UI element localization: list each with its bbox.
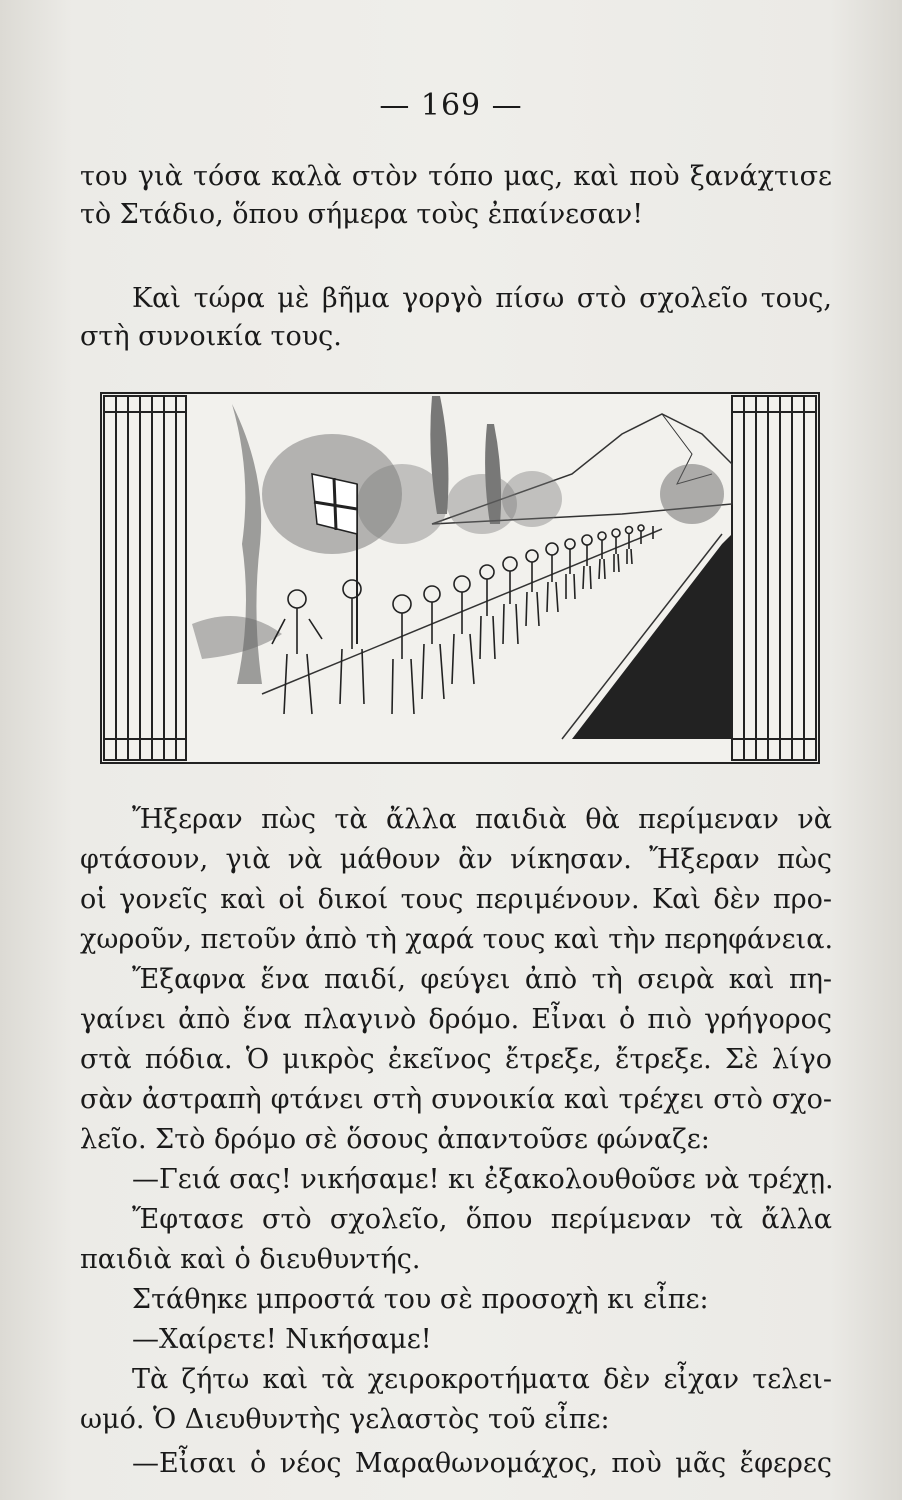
text-line: —Γειά σας! νικήσαμε! κι ἐξακολουθοῦσε νὰ τρέχῃ. [132,1164,834,1195]
text-line: Ἔφτασε στὸ σχολεῖο, ὅπου περίμεναν τὰ ἄλλα [132,1204,832,1235]
text-line: λεῖο. Στὸ δρόμο σὲ ὅσους ἀπαντοῦσε φώναζε: [80,1124,710,1155]
marching-children-illustration-icon [102,394,818,762]
page-number: — 169 — [379,88,523,123]
text-line: ωμό. Ὁ Διευθυντὴς γελαστὸς τοῦ εἶπε: [80,1404,610,1435]
text-line: Τὰ ζήτω καὶ τὰ χειροκροτήματα δὲν εἶχαν τελει- [132,1364,832,1395]
text-line: φτάσουν, γιὰ νὰ μάθουν ἂν νίκησαν. Ἤξεραν πὼς [80,844,832,875]
text-line: τὸ Στάδιο, ὅπου σήμερα τοὺς ἐπαίνεσαν! [80,199,644,230]
text-line: χωροῦν, πετοῦν ἀπὸ τὴ χαρά τους καὶ τὴν περηφάνεια. [80,924,834,955]
text-line: Ἔξαφνα ἕνα παιδί, φεύγει ἀπὸ τὴ σειρὰ καὶ πη- [132,964,832,995]
text-line: οἱ γονεῖς καὶ οἱ δικοί τους περιμένουν. Καὶ δὲν προ- [80,884,832,915]
text-line: —Εἶσαι ὁ νέος Μαραθωνομάχος, ποὺ μᾶς ἔφερες [132,1448,832,1479]
text-line: στὰ πόδια. Ὁ μικρὸς ἐκεῖνος ἔτρεξε, ἔτρεξε. Σὲ λίγο [80,1044,832,1075]
text-line: σὰν ἀστραπὴ φτάνει στὴ συνοικία καὶ τρέχει στὸ σχο- [80,1084,832,1115]
text-line: του γιὰ τόσα καλὰ στὸν τόπο μας, καὶ ποὺ ξανάχτισε [80,161,832,192]
text-line: Ἤξεραν πὼς τὰ ἄλλα παιδιὰ θὰ περίμεναν νὰ [132,804,832,835]
text-line: στὴ συνοικία τους. [80,321,342,352]
illustration-marching-children [100,392,820,764]
text-line: Καὶ τώρα μὲ βῆμα γοργὸ πίσω στὸ σχολεῖο τους, [132,283,832,314]
text-line: γαίνει ἀπὸ ἕνα πλαγινὸ δρόμο. Εἶναι ὁ πιὸ γρήγορος [80,1004,832,1035]
text-line: παιδιὰ καὶ ὁ διευθυντής. [80,1244,421,1275]
text-line: —Χαίρετε! Νικήσαμε! [132,1324,432,1355]
text-line: Στάθηκε μπροστά του σὲ προσοχὴ κι εἶπε: [132,1284,709,1315]
